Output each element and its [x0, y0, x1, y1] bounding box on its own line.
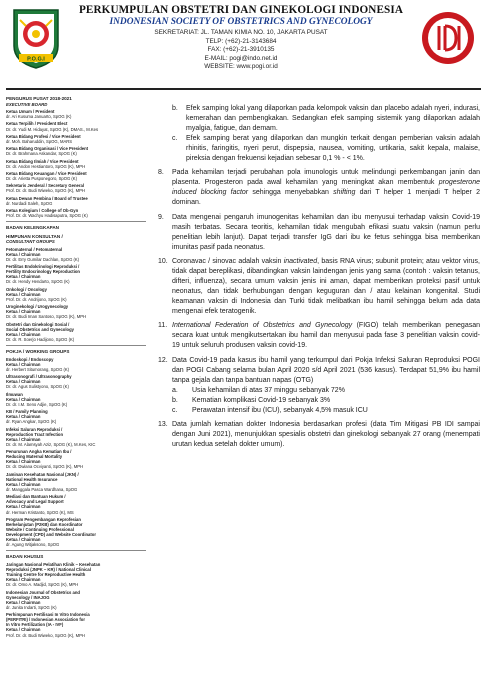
logo-left-text: P.O.G.I — [27, 56, 45, 63]
item-8-italic-term: progesterone induced blocking factor — [172, 179, 480, 197]
sidebar-role: Endoskopi / Endoscopy — [6, 356, 54, 362]
sidebar-person: dr. Herbert Situmorang, SpOG (K) — [6, 366, 70, 372]
sidebar-section: POKJA / WORKING GROUPS — [6, 348, 70, 354]
item-9 — [158, 213, 480, 253]
pogi-logo-right — [420, 8, 476, 70]
sidebar-role: Gynecology / INAJOG — [6, 594, 50, 600]
address: SEKRETARIAT: JL. TAMAN KIMIA NO. 10, JAKARTA PUSAT — [154, 29, 328, 36]
sidebar-section: PENGURUS PUSAT 2018-2021 — [6, 96, 72, 101]
sidebar-role: Social Obstetrics and Gynecology — [6, 326, 74, 332]
list-item: b. Kematian komplikasi Covid-19 sebanyak 3% — [172, 396, 331, 404]
item-10 — [158, 257, 480, 317]
logo-right-text: POGI — [442, 64, 454, 69]
sidebar-person: Prof. Dr. dr. Budi Wiweko, SpOG (K), MPH — [6, 188, 85, 194]
sidebar-role: Ultrasonografi / Ultrasonography — [6, 374, 72, 380]
sidebar-subsection: EXECUTIVE BOARD — [6, 101, 48, 107]
sidebar-role: Jaringan Nasional Pelatihan Klinik – Kesehatan — [6, 561, 101, 567]
sidebar-role: Ketua / Chairman — [6, 291, 41, 297]
item-11-number: 11. — [158, 322, 168, 330]
board-sidebar — [6, 93, 154, 683]
sidebar-subsection: CONSULTANT GROUPS — [6, 239, 55, 245]
list-item: a. Usia kehamilan di atas 37 minggu sebanyak 72% — [172, 386, 345, 394]
item-8-post: dari T helper 1 menjadi T helper 2 dominan. — [172, 189, 480, 207]
sidebar-person: Prof. Dr. dr. Budi Wiweko, SpOG (K), MPH — [6, 632, 85, 638]
sidebar-role: Ketua / Chairman — [6, 251, 41, 257]
sidebar-role: Ketua Bidang Profesi / Vice President — [6, 133, 81, 139]
header-divider — [6, 88, 481, 90]
pogi-logo-left — [10, 6, 62, 72]
sidebar-person: Prof. Dr. dr. Andrijono, SpOG (K) — [6, 296, 67, 302]
item-10-post: , basis RNA virus; subunit protein; atau vektor virus, tidak dapat bereplikasi, dibandingkan vaksin laindengan jenis yang sama (contoh : vaksin tetanus, difteri, influenza), secara umum vaksin jenis ini aman, dapat memberikan proteksi pasif untuk neonatus, dan tidak berhubungan dengan keguguran dan / atau kelainan kongenital. Studi keamanan vaksin di Indonesia dan Turki tidak melibatkan ibu hamil sehingga belum ada data mengenai efek teratogenik. — [172, 258, 480, 315]
item-8 — [158, 168, 480, 208]
item-7b-number: b. — [172, 105, 178, 112]
item-8-italic-shifting: shifting — [333, 189, 356, 197]
sidebar-person: Dr. dr. Brahmana Askandar, SpOG (K) — [6, 151, 77, 157]
email: E-MAIL: pogi@indo.net.id — [204, 54, 278, 62]
sidebar-role: Ketua / Chairman — [6, 379, 41, 385]
item-8-number: 8. — [158, 169, 164, 177]
sidebar-role: Ketua / Chairman — [6, 361, 41, 367]
sidebar-role: Ketua Bidang Ilmiah / Vice President — [6, 158, 79, 164]
sidebar-person: dr. Ari Kusuma Januarto, SpOG (K) — [6, 114, 72, 120]
org-block — [66, 4, 416, 72]
sidebar-role: Website / Continuing Professional — [6, 526, 74, 532]
website: WEBSITE: www.pogi.or.id — [204, 63, 278, 71]
sidebar-role: Obstetri dan Ginekologi Sosial / — [6, 321, 70, 327]
item-10-text — [172, 257, 480, 317]
sidebar-role: Program Pengembangan Keprofesian — [6, 516, 81, 522]
sidebar-role: Ketua / Chairman — [6, 274, 41, 280]
sidebar-person: Dr. dr. Hendy Hendarto, SpOG (K) — [6, 279, 70, 285]
sidebar-role: Ketua Bidang Organisasi / Vice President — [6, 146, 89, 152]
sidebar-role: Ketua Bidang Keuangan / Vice President — [6, 170, 87, 176]
sidebar-person: dr. Agung Witjaksono, SpOG — [6, 542, 60, 548]
item-7b — [172, 104, 480, 134]
sidebar-role: Infeksi Saluran Reproduksi / — [6, 426, 63, 432]
sidebar-person: Dr. dr. Erry Gumilar Dachlan, SpOG (K) — [6, 256, 80, 262]
sidebar-role: Training Centre for Reproductive Health — [6, 572, 86, 578]
sidebar-person: dr. Ryan Angkar, SpOG (K) — [6, 419, 57, 425]
sidebar-role: Ketua Dewan Pembina / Board of Trustee — [6, 195, 88, 201]
item-12-list — [172, 386, 480, 416]
org-name-english: INDONESIAN SOCIETY OF OBSTETRICS AND GYNECOLOGY — [109, 17, 373, 27]
sidebar-role: Ketua / Chairman — [6, 414, 41, 420]
sidebar-divider — [6, 345, 146, 346]
sidebar-divider — [6, 550, 146, 551]
sidebar-person: dr. Junita Indarti, SpOG (K) — [6, 604, 57, 610]
main-content — [158, 104, 480, 455]
item-10-italic-term: inactivated — [283, 258, 318, 266]
sidebar-role: Ketua / Chairman — [6, 436, 41, 442]
sidebar-role: Fertility Endocrinology Reproduction — [6, 269, 80, 275]
sidebar-role: Penurunan Angka Kematian Ibu / — [6, 449, 72, 455]
sidebar-section: BADAN KELENGKAPAN — [6, 225, 59, 231]
sidebar-role: Berkelanjutan (P2KB) dan Koordinator — [6, 521, 83, 527]
sidebar-role: Ketua / Chairman — [6, 599, 41, 605]
item-7c — [172, 134, 480, 164]
sidebar-person: dr. Moh. Baharuddin, SpOG, MARS — [6, 138, 73, 144]
item-11-italic-term: International Federation of Obstetrics and Gynecology — [172, 322, 353, 330]
sidebar-role: Jaminan Kesehatan Nasional (JKN) / — [6, 471, 79, 477]
sidebar-role: Ketua Kolegium / College of Ob-Gyn — [6, 208, 79, 214]
fax: FAX: (+62)-21-3910135 — [207, 46, 275, 54]
sidebar-person: Prof. Dr. dr. Wachyu Hadisaputra, SpOG (K) — [6, 213, 88, 219]
item-8-text — [172, 168, 480, 208]
item-11 — [158, 321, 480, 351]
sidebar-person: Dr. dr. Agus Sulistyono, SpOG (K) — [6, 384, 69, 390]
sidebar-role: Ketua / Chairman — [6, 627, 41, 633]
sidebar-role: Ketua / Chairman — [6, 396, 41, 402]
item-7c-number: c. — [172, 134, 178, 142]
sidebar-person: dr. Nurdadi Saleh, SpOG — [6, 200, 53, 206]
sidebar-person: Dr. dr. Yudi M. Hidayat, SpOG (K), DMAS., M.Kes — [6, 126, 99, 132]
sidebar-role: Ketua Umum / President — [6, 109, 55, 115]
sidebar-role: Mediasi dan Bantuan Hukum / — [6, 494, 66, 500]
item-7c-text: Efek samping berat yang dilaporkan dan mungkin terkait dengan pemberian vaksin adalah rhinitis, faringitis, nyeri perut, dispepsia, nausea, vomiting, urtikaria, sakit kepala, malaise, pireksia dengan frekuensi kejadian sebesar 0,1 % - < 1%. — [186, 134, 480, 162]
sidebar-role: National Health Insurance — [6, 476, 58, 482]
sidebar-role: Ketua / Chairman — [6, 537, 41, 543]
sidebar-person: dr. Herman Kristanto, SpOG (K), MS — [6, 509, 74, 515]
sidebar-person: Dr. dr. M. Alamsyah Aziz, SpOG (K), M.Kes, KIC — [6, 441, 96, 447]
sidebar-role: Ketua / Chairman — [6, 459, 41, 465]
item-13 — [158, 420, 480, 450]
sidebar-role: Ketua / Chairman — [6, 331, 41, 337]
org-name: PERKUMPULAN OBSTETRI DAN GINEKOLOGI INDONESIA — [78, 4, 403, 16]
sidebar-divider — [6, 221, 146, 222]
contact-block — [66, 29, 416, 72]
item-7b-text: Efek samping lokal yang dilaporkan pada kelompok vaksin dan placebo adalah nyeri, indurasi, kemerahan dan pembengkakan. Sedangkan efek samping sistemik yang dilaporkan adalah myalgia, fatigue, dan demam. — [186, 105, 480, 132]
item-8-mid: sehingga menyebabkan — [248, 189, 334, 197]
item-9-text: Data mengenai pengaruh imunogenitas kehamilan dan ibu menyusui terhadap vaksin Covid-19 masih terbatas. Secara teoritis, kehamilan tidak mengubah efikasi suatu vaksin (namun perlu penelitian lebih lanjut). Dapat terjadi transfer IgG dari ibu ke fetus sehingga bisa memberikan imunitas pasif pada neonatus. — [172, 213, 480, 251]
item-10-pre: Coronavac / sinovac adalah vaksin — [172, 258, 284, 266]
sidebar-section: HIMPUNAN KONSULTAN / — [6, 233, 63, 239]
sidebar-role: Fetomaternal / Fetomaternal — [6, 246, 63, 252]
sidebar-role: Ketua Terpilih / President Elect — [6, 121, 68, 127]
sidebar-role: Development (CPD) and Website Coordinator — [6, 532, 96, 538]
item-12 — [158, 356, 480, 416]
telephone: TELP: (+62)-21-3143684 — [205, 37, 277, 45]
sidebar-section: BADAN KHUSUS — [6, 554, 44, 560]
list-item: c. Perawatan intensif ibu (ICU), sebanyak 4,5% masuk ICU — [172, 406, 368, 414]
sidebar-role: (PERFITRI) / Indonesian Association for — [6, 617, 85, 623]
sidebar-role: Reproduksi (JNPK – KR) / National Clinical — [6, 567, 91, 573]
sidebar-role: Reproduction Tract Infection — [6, 431, 63, 437]
item-10-number: 10. — [158, 258, 168, 266]
sidebar-person: Dr. dr. Andon Hestiantoro, SpOG (K), MPH — [6, 163, 86, 169]
sidebar-role: Reducing Maternal Mortality — [6, 454, 63, 460]
item-13-number: 13. — [158, 421, 168, 429]
sidebar-role: Ketua / Chairman — [6, 577, 41, 583]
sidebar-role: Ketua / Chairman — [6, 481, 41, 487]
sidebar-role: Ketua / Chairman — [6, 309, 41, 315]
item-13-text: Data jumlah kematian dokter Indonesia berdasarkan profesi (data Tim Mitigasi PB IDI sampai dengan Juni 2021), menunjukkan spesialis obstetri dan ginekologi sebanyak 27 orang (menempati urutan kedua setelah dokter umum). — [172, 421, 480, 449]
sidebar-role: Perhimpunan Fertilisasi In Vitro Indonesia — [6, 612, 90, 618]
sidebar-role: KB / Family Planning — [6, 409, 48, 415]
item-11-text — [172, 321, 480, 351]
sidebar-role: Ilmuwan — [6, 391, 23, 397]
sidebar-person: dr. Manggala Pasca Wardhana, SpOG — [6, 486, 78, 492]
sidebar-role: Advocacy and Legal Support — [6, 499, 64, 505]
sidebar-role: Fertilitas Endokrinologi Reproduksi / — [6, 264, 80, 270]
sidebar-person: Dr. dr. R. Soerjo Hadijono, SpOG (K) — [6, 336, 75, 342]
sidebar-person: Dr. dr. Omo A. Madjid, SpOG (K), MPH — [6, 582, 79, 588]
letterhead — [0, 0, 487, 92]
sidebar-role: Onkologi / Oncology — [6, 286, 47, 292]
item-12-text: Data Covid-19 pada kasus ibu hamil yang terkumpul dari Pokja Infeksi Saluran Reproduksi POGI dan POGI Cabang selama bulan April 2020 s/d April 2021 (536 kasus). Terdapat 51,9% ibu hamil tanpa gejala dan tanpa bantuan napas (OTG) — [172, 356, 480, 384]
sidebar-person: Dr. dr. I.M. Seno Adjie, SpOG (K) — [6, 401, 68, 407]
item-9-number: 9. — [158, 213, 164, 221]
sidebar-role: Ketua / Chairman — [6, 504, 41, 510]
sidebar-role: In Vitro Fertilization (IA - IVF) — [6, 622, 64, 628]
item-12-number: 12. — [158, 356, 168, 364]
item-11-post: (FIGO) telah memberikan penegasan secara kuat untuk mengikutsertakan ibu hamil dan menyusui pada fase 3 penelitian vaksin covid-19 untuk seluruh produsen vaksin covid-19. — [172, 322, 480, 350]
item-8-pre: Pada kehamilan terjadi perubahan pola imunologis untuk melindungi perkembangan janin dan plasenta. Progesteron pada awal kehamilan yang meningkat akan membentuk — [172, 169, 480, 187]
sidebar-person: Dr. dr. Budi Iman Santoso, SpOG (K), MPH — [6, 314, 87, 320]
sidebar-person: Dr. dr. Arietta Pusponegoro, SpOG (K) — [6, 176, 77, 182]
sidebar-person: Dr. dr. Dwiana Ocviyanti, SpOG (K), MPH — [6, 464, 84, 470]
sidebar-role: Uroginekologi / Urogynecology — [6, 304, 69, 310]
sidebar-role: Sekretaris Jenderal / Secretary General — [6, 183, 84, 189]
sidebar-role: Indonesian Journal of Obstetrics and — [6, 589, 80, 595]
